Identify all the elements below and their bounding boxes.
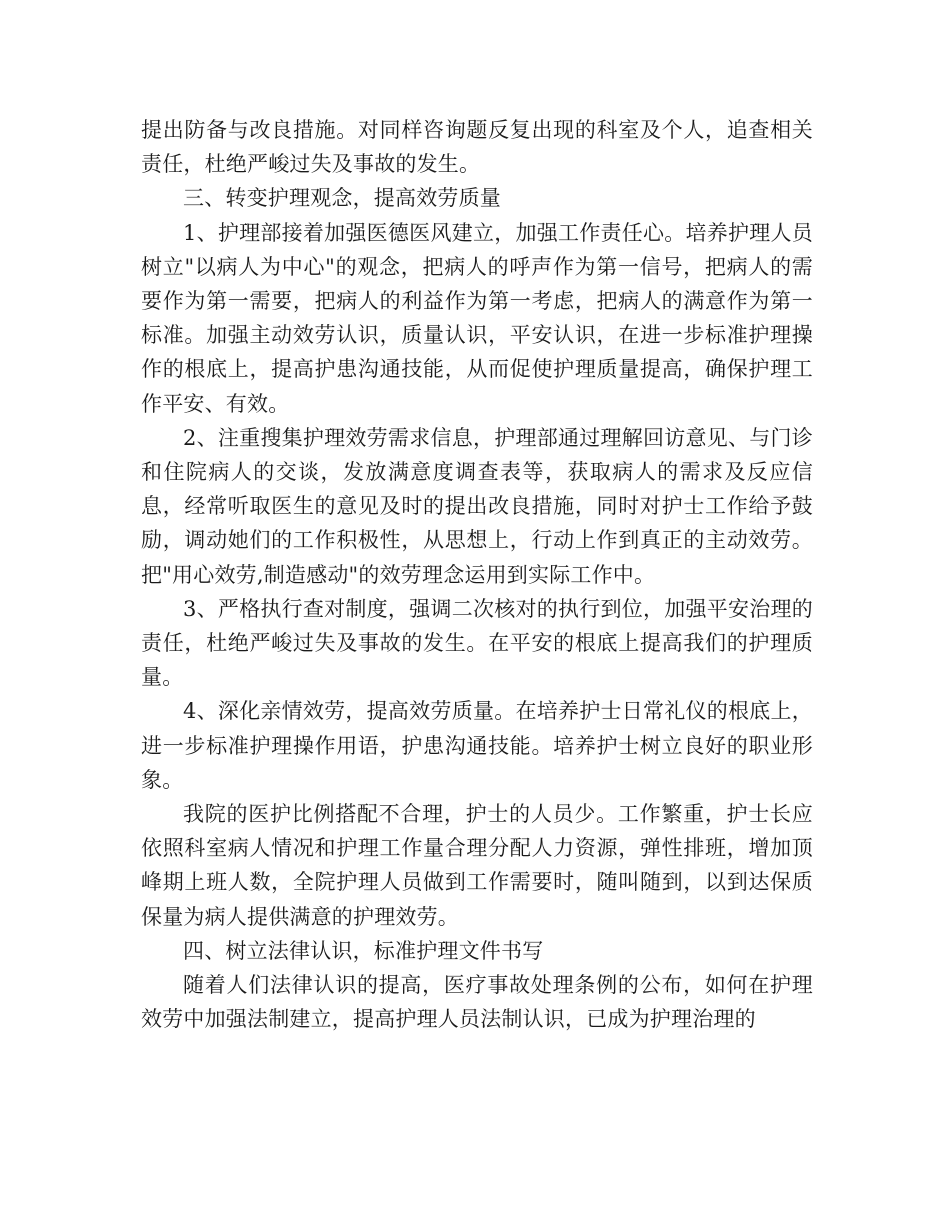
section-heading-3: 三、转变护理观念，提高效劳质量 [183,186,501,211]
paragraph-legal: 随着人们法律认识的提高，医疗事故处理条例的公布，如何在护理效劳中加强法制建立，提高护理人员法制认识，已成为护理治理的 [141,973,813,1032]
paragraph-item-1: 1、护理部接着加强医德医风建立，加强工作责任心。培养护理人员树立"以病人为中心"的观念，把病人的呼声作为第一信号，把病人的需要作为第一需要，把病人的利益作为第一考虑，把病人的满意作为第一标准。加强主动效劳认识，质量认识，平安认识，在进一步标准护理操作的根底上，提高护患沟通技能，从而促使护理质量提高，确保护理工作平安、有效。 [141,220,813,416]
paragraph-item-2: 2、注重搜集护理效劳需求信息，护理部通过理解回访意见、与门诊和住院病人的交谈，发放满意度调查表等，获取病人的需求及反应信息，经常听取医生的意见及时的提出改良措施，同时对护士工作给予鼓励，调动她们的工作积极性，从思想上，行动上作到真正的主动效劳。把"用心效劳,制造感动"的效劳理念运用到实际工作中。 [141,425,813,587]
paragraph-staffing: 我院的医护比例搭配不合理，护士的人员少。工作繁重，护士长应依照科室病人情况和护理工作量合理分配人力资源，弹性排班，增加顶峰期上班人数，全院护理人员做到工作需要时，随叫随到，以到达保质保量为病人提供满意的护理效劳。 [141,802,813,929]
paragraph-continuation: 提出防备与改良措施。对同样咨询题反复出现的科室及个人，追查相关责任，杜绝严峻过失及事故的发生。 [141,118,813,177]
section-heading-4: 四、树立法律认识，标准护理文件书写 [183,938,544,963]
paragraph-item-4: 4、深化亲情效劳，提高效劳质量。在培养护士日常礼仪的根底上，进一步标准护理操作用语，护患沟通技能。培养护士树立良好的职业形象。 [141,699,813,792]
paragraph-item-3: 3、严格执行查对制度，强调二次核对的执行到位，加强平安治理的责任，杜绝严峻过失及事故的发生。在平安的根底上提高我们的护理质量。 [141,596,813,690]
document-body [141,113,813,1036]
